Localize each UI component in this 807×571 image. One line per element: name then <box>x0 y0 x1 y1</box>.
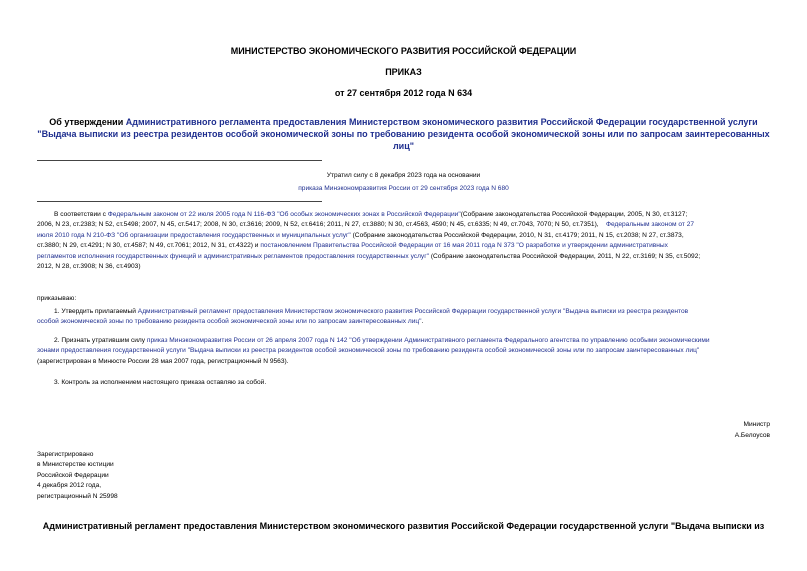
repeal-order-link[interactable]: приказа Минэкономразвития России от 29 сентября 2023 года N 680 <box>298 185 509 192</box>
signature-position: Министр <box>743 421 770 428</box>
registration-line3: Российской Федерации <box>37 471 109 479</box>
title-regulation-link-cont[interactable]: "Выдача выписки из реестра резидентов особой экономической зоны по требованию резидента особой экономической зоны или по запросам заинтересованных <box>37 129 770 139</box>
doc-title-line1 <box>0 116 807 128</box>
preamble-line4 <box>37 241 772 251</box>
annex-heading: Административный регламент предоставления Министерством экономического развития Российской Федерации государственной услуги "Выдача выписки из <box>42 521 765 531</box>
registration-line2: в Министерстве юстиции <box>37 461 114 469</box>
preamble-lead: В соответствии с <box>54 211 108 218</box>
status-link-line <box>0 184 807 194</box>
registration-block <box>37 450 118 502</box>
gov-decree-373-link-cont[interactable]: регламентов исполнения государственных функций и административных регламентов предоставления государственных услуг" <box>37 252 429 260</box>
preamble-line1 <box>37 210 772 220</box>
signature-name: А.Белоусов <box>734 432 770 439</box>
order-item-1 <box>37 307 772 328</box>
law-210-link[interactable]: Федеральным законом от 27 <box>605 221 695 229</box>
preamble-line6: 2012, N 28, ст.3908; N 36, ст.4903) <box>37 263 141 271</box>
preamble-line3 <box>37 231 772 241</box>
gov-decree-373-link[interactable]: постановлением Правительства Российской Федерации от 16 мая 2011 года N 373 "О разработке и утверждении административных <box>260 242 668 250</box>
law-116-link[interactable]: Федеральным законом от 22 июля 2005 года N 116-ФЗ "Об особых экономических зонах в Российской Федерации" <box>107 211 461 218</box>
ministry-heading: МИНИСТЕРСТВО ЭКОНОМИЧЕСКОГО РАЗВИТИЯ РОССИЙСКОЙ ФЕДЕРАЦИИ <box>230 46 577 56</box>
doc-date-number: от 27 сентября 2012 года N 634 <box>334 88 473 98</box>
order-142-link-cont[interactable]: зонами предоставления государственной услуги "Выдача выписки из реестра резидентов особой экономической зоны по требованию резидента особой экономической зоны или по запросам заинтересованных лиц" <box>37 347 700 355</box>
gov-decree-source: (Собрание законодательства Российской Федерации, 2011, N 22, ст.3169; N 35, ст.5092; <box>428 252 701 260</box>
divider-top <box>37 160 322 161</box>
order-item-2-line1 <box>37 336 772 346</box>
title-regulation-link[interactable]: Административного регламента предоставления Министерством экономического развития Российской Федерации государственной услуги <box>125 117 758 127</box>
title-prefix: Об утверждении <box>49 117 126 127</box>
status-text: Утратил силу с 8 декабря 2023 года на основании <box>326 172 481 179</box>
order-item-2 <box>37 336 772 367</box>
divider-bottom <box>37 201 322 202</box>
order-intro: приказываю: <box>37 295 77 302</box>
registration-line4: 4 декабря 2012 года, <box>37 482 102 490</box>
order-item-1-line2 <box>37 317 772 327</box>
regulation-link[interactable]: Административный регламент предоставления Министерством экономического развития Российской Федерации государственной услуги "Выдача выписки из реестра резидентов <box>137 308 689 315</box>
preamble-line2 <box>37 220 772 230</box>
registration-line1: Зарегистрировано <box>37 451 94 458</box>
order-item-3: 3. Контроль за исполнением настоящего приказа оставляю за собой. <box>54 379 267 386</box>
doc-title-line3 <box>0 140 807 152</box>
order-142-link[interactable]: приказ Минэкономразвития России от 26 апреля 2007 года N 142 "Об утверждении Административного регламента Федерального агентства по управлению особыми экономическими <box>146 337 710 344</box>
law-116-source: (Собрание законодательства Российской Федерации, 2005, N 30, ст.3127; <box>460 211 688 218</box>
preamble-line4-text: ст.3880; N 29, ст.4291; N 30, ст.4587; N 49, ст.7061; 2012, N 31, ст.4322) и <box>37 242 261 250</box>
preamble-sources: 2006, N 23, ст.2383; N 52, ст.5498; 2007, N 45, ст.5417; 2008, N 30, ст.3616; 2009, N 52, ст.6416; 2011, N 27, ст.3880; N 30, ст.4563, 4590; N 45, ст.6335; N 49, ст.7043, 7070; N 50, ст.7351), <box>37 221 599 229</box>
regulation-link-cont[interactable]: особой экономической зоны по требованию резидента особой экономической зоны или по запросам заинтересованных лиц" <box>37 318 422 326</box>
preamble <box>37 210 772 272</box>
doc-title-line2 <box>0 128 807 140</box>
registration-line5: регистрационный N 25998 <box>37 492 118 500</box>
title-regulation-link-end[interactable]: лиц" <box>392 141 415 151</box>
order-item-2-line2 <box>37 346 772 356</box>
order-item-1-line1 <box>37 307 772 317</box>
order-item-1-lead: 1. Утвердить прилагаемый <box>54 308 138 315</box>
law-210-source: (Собрание законодательства Российской Федерации, 2010, N 31, ст.4179; 2011, N 15, ст.2038; N 27, ст.3873, <box>350 231 684 239</box>
doc-type-heading: ПРИКАЗ <box>385 67 422 77</box>
order-item-2-lead: 2. Признать утратившим силу <box>54 337 147 344</box>
preamble-line5 <box>37 252 772 262</box>
order-item-2-line3: (зарегистрирован в Минюсте России 28 мая 2007 года, регистрационный N 9563). <box>37 357 289 365</box>
law-210-link-cont[interactable]: июля 2010 года N 210-ФЗ "Об организации предоставления государственных и муниципальных услуг" <box>37 231 351 239</box>
order-item-1-end: . <box>421 318 424 326</box>
